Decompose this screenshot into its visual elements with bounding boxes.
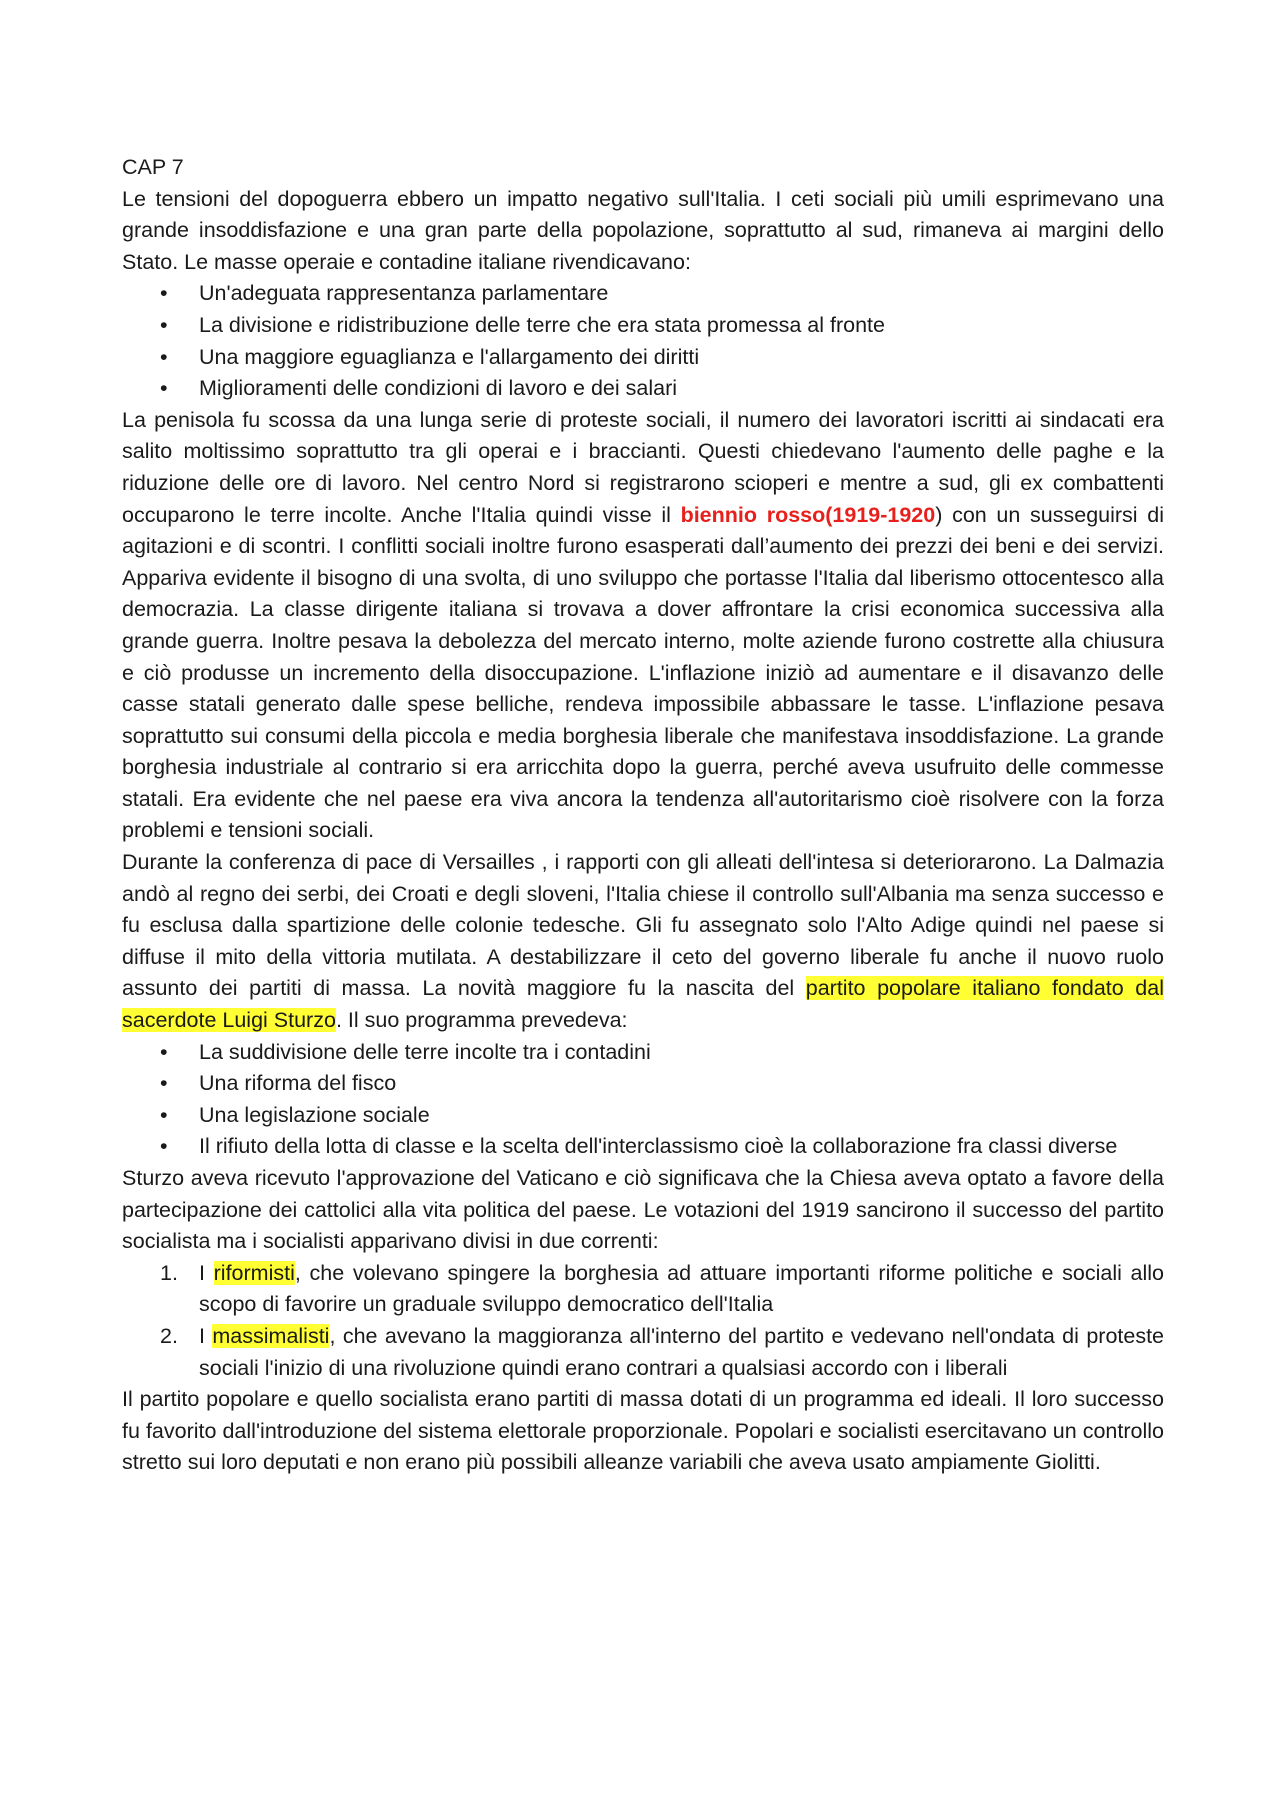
- program-list: [122, 1037, 1164, 1163]
- paragraph-text: . Il suo programma prevedeva:: [335, 1008, 628, 1033]
- list-item: • Una legislazione sociale: [122, 1100, 1164, 1132]
- sturzo-paragraph: Sturzo aveva ricevuto l'approvazione del Vaticano e ciò significava che la Chiesa aveva optato a favore della partecipazione dei cattolici alla vita politica del paese. Le votazioni del 1919 sancirono il successo del partito socialista ma i socialisti apparivano divisi in due correnti:: [122, 1166, 1164, 1254]
- closing-paragraph: Il partito popolare e quello socialista erano partiti di massa dotati di un programma ed ideali. Il loro successo fu favorito dall'introduzione del sistema elettorale proporzionale. Popolari e socialisti esercitavano un controllo stretto sui loro deputati e non erano più possibili alleanze variabili che aveva usato ampiamente Giolitti.: [122, 1387, 1164, 1475]
- list-prefix: I: [199, 1260, 214, 1285]
- list-item: • Una maggiore eguaglianza e l'allargamento dei diritti: [122, 342, 1164, 374]
- list-item: [122, 1321, 1164, 1384]
- protests-paragraph: [122, 405, 1164, 847]
- intro-paragraph: Le tensioni del dopoguerra ebbero un impatto negativo sull'Italia. I ceti sociali più umili esprimevano una grande insoddisfazione e una gran parte della popolazione, soprattutto al sud, rimaneva ai margini dello Stato. Le masse operaie e contadine italiane rivendicavano:: [122, 186, 1164, 274]
- list-text: , che avevano la maggioranza all'interno del partito e vedevano nell'ondata di proteste sociali l'inizio di una rivoluzione quindi erano contrari a qualsiasi accordo con i liberali: [199, 1323, 1165, 1380]
- list-item: [122, 1258, 1164, 1321]
- paragraph-text: ) con un susseguirsi di agitazioni e di scontri. I conflitti sociali inoltre furono esasperati dall’aumento dei prezzi dei beni e dei servizi. Appariva evidente il bisogno di una svolta, di uno sviluppo che portasse l'Italia dal liberismo ottocentesco alla democrazia. La classe dirigente italiana si trovava a dover affrontare la crisi economica successiva alla grande guerra. Inoltre pesava la debolezza del mercato interno, molte aziende furono costrette alla chiusura e ciò produsse un incremento della disoccupazione. L'inflazione iniziò ad aumentare e il disavanzo delle casse statali generato dalle spese belliche, rendeva impossibile abbassare le tasse. L'inflazione pesava soprattutto sui consumi della piccola e media borghesia liberale che manifestava insoddisfazione. La grande borghesia industriale al contrario si era arricchita dopo la guerra, perché aveva usufruito delle commesse statali. Era evidente che nel paese era viva ancora la tendenza all'autoritarismo cioè risolvere con la forza problemi e tensioni sociali.: [122, 502, 1164, 843]
- list-item: • Miglioramenti delle condizioni di lavoro e dei salari: [122, 373, 1164, 405]
- paragraph-text: Durante la conferenza di pace di Versailles , i rapporti con gli alleati dell'intesa si deteriorarono. La Dalmazia andò al regno dei serbi, dei Croati e degli sloveni, l'Italia chiese il controllo sull'Albania ma senza successo e fu esclusa dalla spartizione delle colonie tedesche. Gli fu assegnato solo l'Alto Adige quindi nel paese si diffuse il mito della vittoria mutilata. A destabilizzare il ceto del governo liberale fu anche il nuovo ruolo assunto dei partiti di massa. La novità maggiore fu la nascita del: [122, 850, 1164, 1001]
- currents-list: [122, 1258, 1164, 1384]
- document-body: [122, 152, 1164, 1479]
- massimalisti-highlight: massimalisti: [212, 1323, 330, 1348]
- list-item: • Un'adeguata rappresentanza parlamentare: [122, 278, 1164, 310]
- partito-popolare-highlight: partito popolare italiano fondato dal sacerdote Luigi Sturzo: [122, 976, 1164, 1033]
- chapter-heading: CAP 7: [122, 155, 184, 179]
- list-item: • Una riforma del fisco: [122, 1068, 1164, 1100]
- list-text: , che volevano spingere la borghesia ad attuare importanti riforme politiche e sociali allo scopo di favorire un graduale sviluppo democratico dell'Italia: [199, 1260, 1164, 1317]
- list-item: • La divisione e ridistribuzione delle terre che era stata promessa al fronte: [122, 310, 1164, 342]
- versailles-paragraph: [122, 847, 1164, 1037]
- riformisti-highlight: riformisti: [213, 1260, 295, 1285]
- list-item: • La suddivisione delle terre incolte tra i contadini: [122, 1037, 1164, 1069]
- demands-list: [122, 278, 1164, 404]
- list-prefix: I: [199, 1323, 213, 1348]
- list-number: 2.: [160, 1323, 178, 1348]
- list-item: • Il rifiuto della lotta di classe e la scelta dell'interclassismo cioè la collaborazione fra classi diverse: [122, 1131, 1164, 1163]
- paragraph-text: La penisola fu scossa da una lunga serie di proteste sociali, il numero dei lavoratori iscritti ai sindacati era salito moltissimo soprattutto tra gli operai e i braccianti. Questi chiedevano l'aumento delle paghe e la riduzione delle ore di lavoro. Nel centro Nord si registrarono scioperi e mentre a sud, gli ex combattenti occuparono le terre incolte. Anche l'Italia quindi visse il: [122, 407, 1164, 527]
- biennio-rosso-highlight: biennio rosso(1919-1920: [680, 502, 936, 527]
- list-number: 1.: [160, 1260, 178, 1285]
